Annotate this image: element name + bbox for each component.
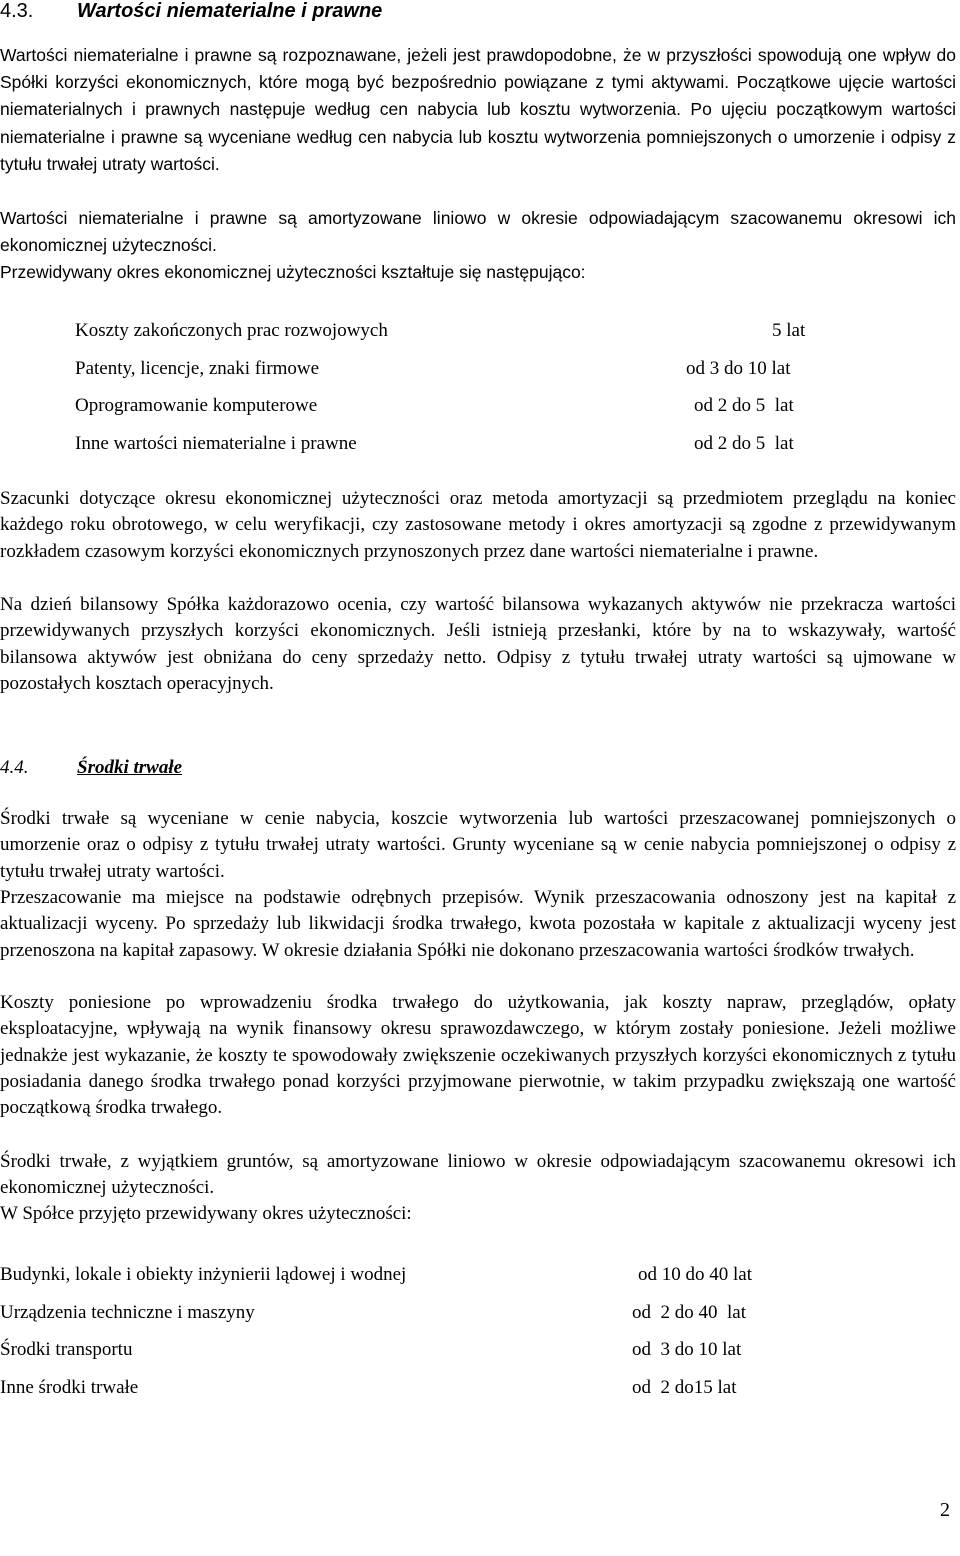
- paragraph: Środki trwałe są wyceniane w cenie nabycia, koszcie wytworzenia lub wartości przeszacowanej pomniejszonych o umorzenie oraz o odpisy z tytułu trwałej utraty wartości. Grunty wyceniane są w cenie nabycia pomniejszonej o odpisy z tytułu trwałej utraty wartości.: [0, 808, 956, 882]
- section-number: 4.4.: [0, 757, 29, 778]
- useful-life-value: od 10 do 40 lat: [638, 1264, 752, 1285]
- page-number: 2: [940, 1499, 950, 1521]
- paragraph: Na dzień bilansowy Spółka każdorazowo ocenia, czy wartość bilansowa wykazanych aktywów nie przekracza wartości przewidywanych przyszłych korzyści ekonomicznych. Jeśli istnieją przesłanki, które by na to wskazywały, wartość bilansowa aktywów jest obniżana do ceny sprzedaży netto. Odpisy z tytułu trwałej utraty wartości są ujmowane w pozostałych kosztach operacyjnych.: [0, 594, 956, 694]
- table-row: [75, 431, 835, 469]
- section-number: 4.3.: [0, 0, 34, 22]
- paragraph: Środki trwałe, z wyjątkiem gruntów, są amortyzowane liniowo w okresie odpowiadającym szacowanemu okresowi ich ekonomicznej użyteczności.: [0, 1151, 956, 1199]
- asset-name: Inne wartości niematerialne i prawne: [75, 432, 357, 454]
- useful-life-value: od 3 do 10 lat: [686, 357, 791, 379]
- section-title: Środki trwałe: [77, 757, 183, 778]
- section-title: Wartości niematerialne i prawne: [77, 0, 383, 22]
- paragraph: W Spółce przyjęto przewidywany okres użyteczności:: [0, 1203, 412, 1224]
- useful-life-value: od 2 do 40 lat: [632, 1301, 746, 1323]
- fixed-assets-useful-life-table: [0, 1262, 800, 1412]
- asset-name: Budynki, lokale i obiekty inżynierii lądowej i wodnej: [0, 1264, 407, 1285]
- table-row: [0, 1337, 800, 1375]
- paragraph: Wartości niematerialne i prawne są rozpoznawane, jeżeli jest prawdopodobne, że w przyszłości spowodują one wpływ do Spółki korzyści ekonomicznych, które mogą być bezpośrednio powiązane z tymi aktywami. Początkowe ujęcie wartości niematerialnych i prawnych następuje według cen nabycia lub kosztu wytworzenia. Po ujęciu początkowym wartości niematerialne i prawne są wyceniane według cen nabycia lub kosztu wytworzenia pomniejszonych o umorzenie i odpisy z tytułu trwałej utraty wartości.: [0, 45, 956, 174]
- intangible-useful-life-table: [75, 318, 835, 468]
- table-row: [75, 318, 835, 356]
- asset-name: Środki transportu: [0, 1339, 133, 1360]
- paragraph: Wartości niematerialne i prawne są amortyzowane liniowo w okresie odpowiadającym szacowanemu okresowi ich ekonomicznej użyteczności.: [0, 208, 956, 256]
- asset-name: Urządzenia techniczne i maszyny: [0, 1301, 255, 1323]
- paragraph: Przeszacowanie ma miejsce na podstawie odrębnych przepisów. Wynik przeszacowania odnoszony jest na kapitał z aktualizacji wyceny. Po sprzedaży lub likwidacji środka trwałego, kwota pozostała w kapitale z aktualizacji wyceny jest przenoszona na kapitał zapasowy. W okresie działania Spółki nie dokonano przeszacowania wartości środków trwałych.: [0, 887, 956, 961]
- useful-life-value: od 2 do 5 lat: [694, 395, 794, 416]
- useful-life-value: od 3 do 10 lat: [632, 1339, 742, 1360]
- table-row: [0, 1262, 800, 1300]
- table-row: [0, 1375, 800, 1413]
- table-row: [0, 1300, 800, 1338]
- useful-life-value: 5 lat: [772, 320, 806, 341]
- table-row: [75, 356, 835, 394]
- useful-life-value: od 2 do 5 lat: [694, 432, 794, 454]
- paragraph: Koszty poniesione po wprowadzeniu środka trwałego do użytkowania, jak koszty napraw, przeglądów, opłaty eksploatacyjne, wpływają na wynik finansowy okresu sprawozdawczego, w którym zostały poniesione. Jeżeli możliwe jednakże jest wykazanie, że koszty te spowodowały zwiększenie oczekiwanych przyszłych korzyści ekonomicznych z tytułu posiadania danego środka trwałego ponad korzyści przyjmowane pierwotnie, w takim przypadku zwiększają one wartość początkową środka trwałego.: [0, 992, 956, 1119]
- asset-name: Oprogramowanie komputerowe: [75, 395, 318, 416]
- useful-life-value: od 2 do15 lat: [632, 1376, 737, 1398]
- table-row: [75, 393, 835, 431]
- paragraph: Przewidywany okres ekonomicznej użyteczności kształtuje się następująco:: [0, 262, 586, 282]
- paragraph: Szacunki dotyczące okresu ekonomicznej użyteczności oraz metoda amortyzacji są przedmiotem przeglądu na koniec każdego roku obrotowego, w celu weryfikacji, czy zastosowane metody i okres amortyzacji są zgodne z przewidywanym rozkładem czasowym korzyści ekonomicznych przynoszonych przez dane wartości niematerialne i prawne.: [0, 488, 956, 562]
- asset-name: Koszty zakończonych prac rozwojowych: [75, 320, 388, 341]
- asset-name: Patenty, licencje, znaki firmowe: [75, 357, 320, 379]
- asset-name: Inne środki trwałe: [0, 1376, 139, 1398]
